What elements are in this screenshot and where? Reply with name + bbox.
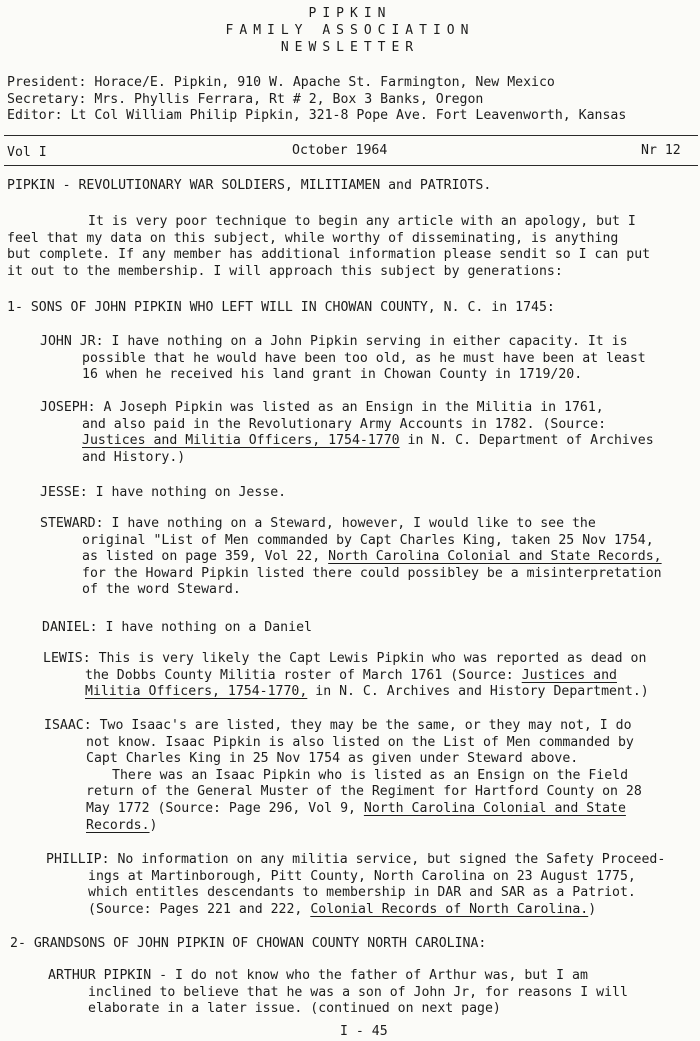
entry-joseph bbox=[40, 400, 654, 466]
entry-line: and History.) bbox=[82, 449, 186, 465]
entry-line: for the Howard Pipkin listed there could possibley be a misinterpretation bbox=[82, 565, 662, 581]
entry-line: inclined to believe that he was a son of John Jr, for reasons I will bbox=[88, 984, 628, 1000]
entry-text: as listed on page 359, Vol 22, bbox=[82, 549, 329, 565]
masthead-subtitle: FAMILY ASSOCIATION bbox=[225, 23, 475, 38]
entry-line: not know. Isaac Pipkin is also listed on the List of Men commanded by bbox=[86, 734, 634, 750]
entry-text: the Dobbs County Militia roster of March 1761 (Source: bbox=[85, 667, 522, 683]
source-citation: Militia Officers, 1754-1770, bbox=[85, 684, 308, 700]
entry-line: There was an Isaac Pipkin who is listed as an Ensign on the Field bbox=[112, 767, 629, 783]
source-citation: North Carolina Colonial and State bbox=[363, 800, 626, 816]
entry-john-jr bbox=[40, 334, 646, 384]
entry-line bbox=[44, 801, 642, 818]
entry-text: (Source: Pages 221 and 222, bbox=[88, 901, 311, 917]
source-citation: Justices and Militia Officers, 1754-1770 bbox=[82, 433, 400, 449]
entry-line: and also paid in the Revolutionary Army Accounts in 1782. (Source: bbox=[82, 416, 607, 432]
intro-line: it out to the membership. I will approach this subject by generations: bbox=[7, 263, 563, 279]
entry-line bbox=[40, 549, 662, 566]
entry-lewis bbox=[43, 651, 649, 701]
entry-line: JOHN JR: I have nothing on a John Pipkin serving in either capacity. It is bbox=[40, 334, 628, 349]
entry-line bbox=[43, 684, 649, 701]
entry-phillip bbox=[46, 852, 665, 918]
entry-line bbox=[44, 818, 642, 835]
entry-jesse: JESSE: I have nothing on Jesse. bbox=[40, 485, 287, 500]
entry-daniel: DANIEL: I have nothing on a Daniel bbox=[42, 620, 312, 635]
entry-line: 16 when he received his land grant in Chowan County in 1719/20. bbox=[82, 367, 583, 383]
source-citation: Records. bbox=[86, 817, 150, 833]
issue-number: Nr 12 bbox=[641, 143, 681, 158]
intro-line: It is very poor technique to begin any article with an apology, but I bbox=[88, 214, 636, 229]
entry-text: in N. C. Department of Archives bbox=[399, 433, 654, 449]
issue-date: October 1964 bbox=[292, 143, 388, 158]
entry-line: elaborate in a later issue. (continued on next page) bbox=[88, 1001, 501, 1017]
source-citation: North Carolina Colonial and State Records, bbox=[328, 549, 662, 565]
entry-arthur bbox=[48, 968, 628, 1018]
header-rule-top bbox=[4, 135, 698, 136]
entry-line: LEWIS: This is very likely the Capt Lewis Pipkin who was reported as dead on bbox=[43, 651, 647, 666]
entry-text: in N. C. Archives and History Department.) bbox=[307, 684, 649, 700]
masthead-newsletter: NEWSLETTER bbox=[280, 40, 420, 55]
article-heading: PIPKIN - REVOLUTIONARY WAR SOLDIERS, MILITIAMEN and PATRIOTS. bbox=[7, 178, 492, 193]
issue-volume: Vol I bbox=[7, 145, 47, 160]
entry-line: original "List of Men commanded by Capt Charles King, taken 25 Nov 1754, bbox=[82, 532, 654, 548]
officer-editor: Editor: Lt Col William Philip Pipkin, 321-8 Pope Ave. Fort Leavenworth, Kansas bbox=[7, 108, 627, 123]
entry-text: ) bbox=[149, 817, 158, 833]
entry-line bbox=[43, 668, 649, 685]
entry-line: PHILLIP: No information on any militia service, but signed the Safety Proceed- bbox=[46, 852, 666, 867]
entry-line: ARTHUR PIPKIN - I do not know who the father of Arthur was, but I am bbox=[48, 968, 588, 983]
masthead-title: PIPKIN bbox=[308, 6, 392, 21]
entry-steward bbox=[40, 516, 662, 599]
entry-line: STEWARD: I have nothing on a Steward, however, I would like to see the bbox=[40, 516, 596, 531]
entry-line bbox=[40, 433, 654, 450]
entry-text: ) bbox=[588, 901, 597, 917]
entry-line: Capt Charles King in 25 Nov 1754 as given under Steward above. bbox=[86, 751, 579, 767]
officer-president: President: Horace/E. Pipkin, 910 W. Apache St. Farmington, New Mexico bbox=[7, 75, 555, 90]
header-rule-bottom bbox=[4, 165, 698, 166]
source-citation: Justices and bbox=[521, 667, 617, 683]
intro-line: feel that my data on this subject, while worthy of disseminating, is anything bbox=[7, 230, 619, 246]
officer-secretary: Secretary: Mrs. Phyllis Ferrara, Rt # 2, Box 3 Banks, Oregon bbox=[7, 92, 484, 107]
section-1-heading: 1- SONS OF JOHN PIPKIN WHO LEFT WILL IN CHOWAN COUNTY, N. C. in 1745: bbox=[7, 300, 555, 315]
entry-line: JOSEPH: A Joseph Pipkin was listed as an Ensign in the Militia in 1761, bbox=[40, 400, 604, 415]
entry-text: May 1772 (Source: Page 296, Vol 9, bbox=[86, 800, 364, 816]
entry-isaac bbox=[44, 718, 642, 834]
entry-line: ings at Martinborough, Pitt County, North Carolina on 23 August 1775, bbox=[88, 868, 636, 884]
entry-line: return of the General Muster of the Regiment for Hartford County on 28 bbox=[86, 784, 642, 800]
entry-line: possible that he would have been too old, as he must have been at least bbox=[82, 350, 646, 366]
entry-line: of the word Steward. bbox=[82, 582, 241, 598]
entry-line: ISAAC: Two Isaac's are listed, they may be the same, or they may not, I do bbox=[44, 718, 632, 733]
entry-line: which entitles descendants to membership in DAR and SAR as a Patriot. bbox=[88, 885, 636, 901]
section-2-heading: 2- GRANDSONS OF JOHN PIPKIN OF CHOWAN COUNTY NORTH CAROLINA: bbox=[10, 936, 487, 951]
intro-line: but complete. If any member has additional information please sendit so I can put bbox=[7, 247, 651, 263]
intro-paragraph bbox=[7, 214, 650, 280]
source-citation: Colonial Records of North Carolina. bbox=[310, 901, 589, 917]
entry-line bbox=[46, 902, 665, 919]
page-number: I - 45 bbox=[340, 1024, 388, 1039]
